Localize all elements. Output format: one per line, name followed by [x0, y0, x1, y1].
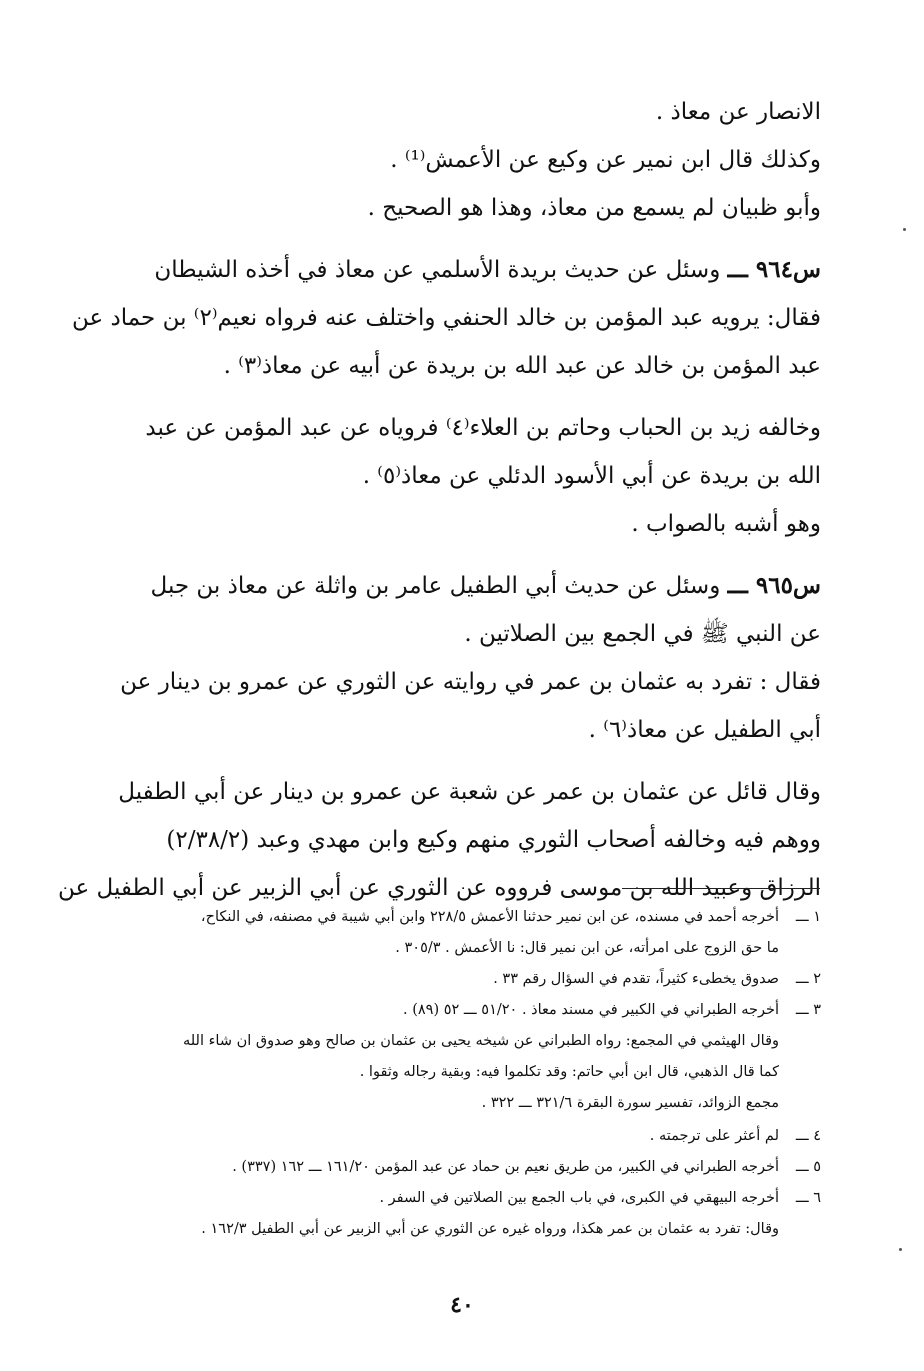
text-line: عن النبي ﷺ في الجمع بين الصلاتين . [464, 621, 821, 647]
footnotes [110, 902, 821, 1245]
question-number: س٩٦٤ ـــ [727, 256, 821, 283]
footnote-text: صدوق يخطىء كثيراً، تقدم في السؤال رقم ٣٣ . [493, 971, 779, 987]
text-line: وقال قائل عن عثمان بن عمر عن شعبة عن عمرو بن دينار عن أبي الطفيل [118, 779, 821, 805]
footnote-5 [110, 1152, 821, 1183]
main-text [58, 88, 821, 912]
footnote-text: لم أعثر على ترجمته . [649, 1128, 779, 1144]
footnote-text: كما قال الذهبي، قال ابن أبي حاتم: وقد تكلموا فيه: وبقية رجاله وثقوا . [359, 1064, 779, 1080]
page-number: ٤٠ [450, 1292, 474, 1318]
footnote-separator [622, 888, 820, 889]
footnote-text: ما حق الزوج على امرأته، عن ابن نمير قال: نا الأعمش . ٣٠٥/٣ . [395, 940, 779, 956]
footnote-text: أخرجه الطبراني في الكبير في مسند معاذ . ٥١/٢٠ ـــ ٥٢ (٨٩) . [403, 1002, 779, 1018]
text-line: الله بن بريدة عن أبي الأسود الدئلي عن معاذ⁽٥⁾ . [362, 463, 821, 489]
text-line: أبي الطفيل عن معاذ⁽٦⁾ . [588, 717, 821, 743]
footnote-text: أخرجه أحمد في مسنده، عن ابن نمير حدثنا الأعمش ٢٢٨/٥ وابن أبي شيبة في مصنفه، في النكاح، [200, 909, 779, 925]
footnote-3 [110, 995, 821, 1026]
text-line: وكذلك قال ابن نمير عن وكيع عن الأعمش⁽¹⁾ . [390, 147, 821, 173]
text-line: وخالفه زيد بن الحباب وحاتم بن العلاء⁽٤⁾ فروياه عن عبد المؤمن عن عبد [145, 415, 821, 441]
scan-speck [903, 228, 906, 231]
footnote-text: أخرجه الطبراني في الكبير، من طريق نعيم بن حماد عن عبد المؤمن ١٦١/٢٠ ـــ ١٦٢ (٣٣٧) . [232, 1159, 779, 1175]
text-line: وأبو ظبيان لم يسمع من معاذ، وهذا هو الصحيح . [367, 195, 821, 221]
footnote-1 [110, 902, 821, 933]
footnote-6 [110, 1183, 821, 1214]
text-line: فقال: يرويه عبد المؤمن بن خالد الحنفي واختلف عنه فرواه نعيم⁽٢⁾ بن حماد عن [71, 305, 821, 331]
text-line: عبد المؤمن بن خالد عن عبد الله بن بريدة عن أبيه عن معاذ⁽٣⁾ . [223, 353, 821, 379]
text-line: الرزاق وعبيد الله بن موسى فرووه عن الثوري عن أبي الزبير عن أبي الطفيل عن [58, 875, 821, 901]
footnote-number: ٢ ـــ [795, 971, 821, 987]
question-965-heading [110, 562, 821, 610]
question-number: س٩٦٥ ـــ [727, 572, 821, 599]
footnote-text: مجمع الزوائد، تفسير سورة البقرة ٣٢١/٦ ـــ ٣٢٢ . [481, 1095, 779, 1111]
text-line: وهو أشبه بالصواب . [631, 511, 821, 537]
footnote-text: أخرجه البيهقي في الكبرى، في باب الجمع بين الصلاتين في السفر . [379, 1190, 779, 1206]
footnote-number: ٣ ـــ [795, 1002, 821, 1018]
footnote-4 [110, 1121, 821, 1152]
scan-speck [899, 1248, 902, 1251]
question-964-heading [110, 246, 821, 294]
text-line: ووهم فيه وخالفه أصحاب الثوري منهم وكيع وابن مهدي وعبد (٢/٣٨/٢) [166, 827, 821, 853]
footnote-number: ١ ـــ [795, 909, 821, 925]
question-text: وسئل عن حديث بريدة الأسلمي عن معاذ في أخذه الشيطان [154, 257, 721, 283]
text-line: فقال : تفرد به عثمان بن عمر في روايته عن الثوري عن عمرو بن دينار عن [120, 669, 821, 695]
footnote-2 [110, 964, 821, 995]
footnote-number: ٥ ـــ [795, 1159, 821, 1175]
footnote-text: وقال: تفرد به عثمان بن عمر هكذا، ورواه غيره عن الثوري عن أبي الزبير عن أبي الطفيل ١٦٢/٣ . [201, 1221, 779, 1237]
question-text: وسئل عن حديث أبي الطفيل عامر بن واثلة عن معاذ بن جبل [150, 573, 721, 599]
footnote-number: ٤ ـــ [795, 1128, 821, 1144]
footnote-text: وقال الهيثمي في المجمع: رواه الطبراني عن شيخه يحيى بن عثمان بن صالح وهو صدوق ان شاء الله [182, 1033, 779, 1049]
text-line: الانصار عن معاذ . [655, 99, 821, 125]
footnote-number: ٦ ـــ [795, 1190, 821, 1206]
